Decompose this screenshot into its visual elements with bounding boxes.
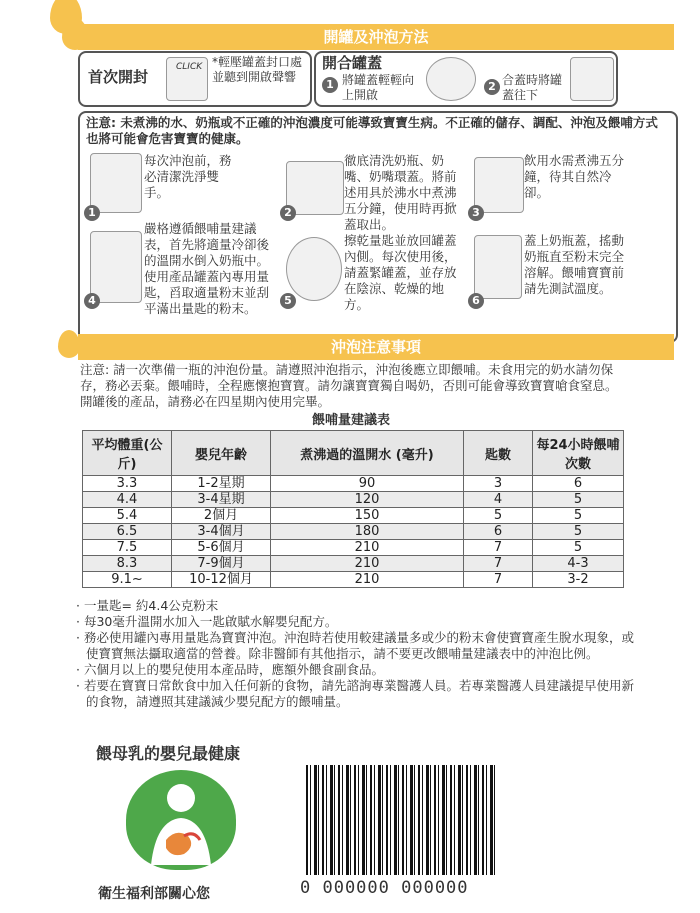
list-item: · 一量匙= 約4.4公克粉末: [76, 598, 219, 613]
table-row: [83, 572, 624, 588]
header-scoops: 匙數: [464, 431, 533, 476]
header-weight: 平均體重(公斤): [83, 431, 172, 476]
table-cell: 5: [533, 540, 624, 556]
measure-powder-picture: [90, 231, 142, 303]
usage-bullet-list: [76, 598, 636, 710]
open-lid-title: 開合罐蓋: [322, 54, 383, 72]
step-3-badge: 3: [468, 205, 484, 221]
lid-close-picture: [570, 57, 614, 101]
table-cell: 5: [533, 524, 624, 540]
step-3-text: 飲用水需煮沸五分鐘，待其自然冷卻。: [524, 153, 625, 200]
table-header-row: [83, 431, 624, 476]
table-cell: 7.5: [83, 540, 172, 556]
table-cell: 7: [464, 556, 533, 572]
table-cell: 1-2星期: [172, 476, 271, 492]
list-item: · 若要在寶寶日常飲食中加入任何新的食物，請先諮詢專業醫護人員。若專業醫護人員建議提早使用新的食物，請遵照其建議減少嬰兒配方的餵哺量。: [76, 678, 634, 709]
barcode-image: [306, 765, 498, 875]
table-row: [83, 540, 624, 556]
step-6-text: 蓋上奶瓶蓋，搖動奶瓶直至粉末完全溶解。餵哺寶寶前請先測試溫度。: [524, 233, 625, 296]
section-banner-preparation: [78, 24, 674, 50]
table-cell: 4: [464, 492, 533, 508]
shake-bottle-picture: [474, 235, 522, 299]
first-open-desc: *輕壓罐蓋封口處並聽到開啟聲響: [212, 55, 303, 84]
lid-open-picture: [426, 57, 476, 101]
step-2-badge: 2: [280, 205, 296, 221]
notice-text: 注意: 請一次準備一瓶的沖泡份量。請遵照沖泡指示，沖泡後應立即餵哺。未食用完的奶水請勿保存，務必丟棄。餵哺時，全程應懷抱寶寶。請勿讓寶寶獨自喝奶，否則可能會導致寶寶嗆食窒息。開罐後的產品，請務必在四星期內使用完畢。: [80, 362, 618, 409]
logo-bottom-text: 衛生福利部關心您: [98, 886, 210, 902]
click-text: CLICK: [176, 62, 203, 72]
table-cell: 5: [533, 508, 624, 524]
table-cell: 10-12個月: [172, 572, 271, 588]
section-banner-preparation-text: 開罐及沖泡方法: [323, 28, 429, 46]
open-lid-step-2: 合蓋時將罐蓋往下: [502, 73, 563, 102]
step-2-text: 徹底清洗奶瓶、奶嘴、奶嘴環蓋。將前述用具於沸水中煮沸五分鐘，使用時再掀蓋取出。: [344, 153, 457, 232]
list-item: · 務必使用罐內專用量匙為寶寶沖泡。沖泡時若使用較建議量多或少的粉末會使寶寶產生脫水現象，或使寶寶無法攝取適當的營養。除非醫師有其他指示，請不要更改餵哺量建議表中的沖泡比例。: [76, 630, 634, 661]
bullet-text: 務必使用罐內專用量匙為寶寶沖泡。沖泡時若使用較建議量多或少的粉末會使寶寶產生脫水現象，或使寶寶無法攝取適當的營養。除非醫師有其他指示，請不要更改餵哺量建議表中的沖泡比例。: [83, 630, 634, 661]
table-row: [83, 492, 624, 508]
open-lid-step-2-badge: 2: [484, 79, 500, 95]
step-1-text: 每次沖泡前，務必清潔洗淨雙手。: [144, 153, 232, 200]
table-cell: 5.4: [83, 508, 172, 524]
table-cell: 7-9個月: [172, 556, 271, 572]
table-cell: 4-3: [533, 556, 624, 572]
table-cell: 6.5: [83, 524, 172, 540]
step-5-text: 擦乾量匙並放回罐蓋內側。每次使用後，請蓋緊罐蓋，並存放在陰涼、乾燥的地方。: [344, 233, 457, 312]
step-1-badge: 1: [84, 205, 100, 221]
warning-text: 注意: 未煮沸的水、奶瓶或不正確的沖泡濃度可能導致寶寶生病。不正確的儲存、調配、沖泡及餵哺方式也將可能會危害寶寶的健康。: [86, 115, 658, 146]
table-row: [83, 524, 624, 540]
table-cell: 210: [271, 540, 464, 556]
table-cell: 6: [464, 524, 533, 540]
mother-baby-icon: [126, 770, 236, 870]
table-cell: 180: [271, 524, 464, 540]
bullet-text: 每30毫升溫開水加入一匙啟賦水解嬰兒配方。: [83, 614, 338, 629]
table-cell: 7: [464, 572, 533, 588]
bullet-text: 一量匙= 約4.4公克粉末: [83, 598, 219, 613]
table-cell: 3-4個月: [172, 524, 271, 540]
feeding-table: [82, 430, 624, 588]
breastfeeding-logo: [126, 770, 236, 870]
table-cell: 120: [271, 492, 464, 508]
table-cell: 9.1~: [83, 572, 172, 588]
table-cell: 5: [533, 492, 624, 508]
table-cell: 5: [464, 508, 533, 524]
step-4-text: 嚴格遵循餵哺量建議表，首先將適量冷卻後的溫開水倒入奶瓶中。使用產品罐蓋內專用量匙，舀取適量粉末並刮平滿出量匙的粉末。: [144, 221, 270, 316]
kettle-picture: [474, 157, 524, 213]
section-banner-notes-text: 沖泡注意事項: [330, 338, 421, 356]
step-4-badge: 4: [84, 293, 100, 309]
list-item: · 每30毫升溫開水加入一匙啟賦水解嬰兒配方。: [76, 614, 338, 629]
table-cell: 150: [271, 508, 464, 524]
table-cell: 3.3: [83, 476, 172, 492]
table-row: [83, 476, 624, 492]
table-cell: 210: [271, 572, 464, 588]
wash-hands-picture: [90, 153, 142, 213]
step-5-badge: 5: [280, 293, 296, 309]
table-row: [83, 508, 624, 524]
table-cell: 3: [464, 476, 533, 492]
first-open-label: 首次開封: [88, 68, 149, 86]
store-scoop-picture: [286, 237, 342, 301]
header-age: 嬰兒年齡: [172, 431, 271, 476]
table-cell: 4.4: [83, 492, 172, 508]
open-lid-step-1-badge: 1: [322, 77, 338, 93]
bullet-text: 六個月以上的嬰兒使用本產品時，應額外餵食副食品。: [83, 662, 384, 677]
bullet-text: 若要在寶寶日常飲食中加入任何新的食物，請先諮詢專業醫護人員。若專業醫護人員建議提早使用新的食物，請遵照其建議減少嬰兒配方的餵哺量。: [83, 678, 634, 709]
step-6-badge: 6: [468, 293, 484, 309]
logo-top-text: 餵母乳的嬰兒最健康: [96, 744, 241, 763]
first-open-box: [78, 51, 312, 107]
table-cell: 5-6個月: [172, 540, 271, 556]
boil-bottles-picture: [286, 161, 344, 215]
table-cell: 3-2: [533, 572, 624, 588]
header-feeds: 每24小時餵哺次數: [533, 431, 624, 476]
steps-box: [78, 111, 678, 343]
table-cell: 2個月: [172, 508, 271, 524]
barcode-digits: 0 000000 000000: [296, 880, 473, 896]
table-cell: 90: [271, 476, 464, 492]
table-cell: 8.3: [83, 556, 172, 572]
section-banner-notes: [78, 334, 674, 360]
table-row: [83, 556, 624, 572]
table-cell: 6: [533, 476, 624, 492]
open-lid-step-1: 將罐蓋輕輕向上開啟: [342, 73, 415, 102]
open-lid-box: [314, 51, 618, 107]
drop-decoration-3: [58, 330, 80, 358]
header-water: 煮沸過的溫開水 (毫升): [271, 431, 464, 476]
table-title: 餵哺量建議表: [312, 413, 391, 428]
list-item: · 六個月以上的嬰兒使用本產品時，應額外餵食副食品。: [76, 662, 384, 677]
table-cell: 7: [464, 540, 533, 556]
table-cell: 3-4星期: [172, 492, 271, 508]
table-cell: 210: [271, 556, 464, 572]
